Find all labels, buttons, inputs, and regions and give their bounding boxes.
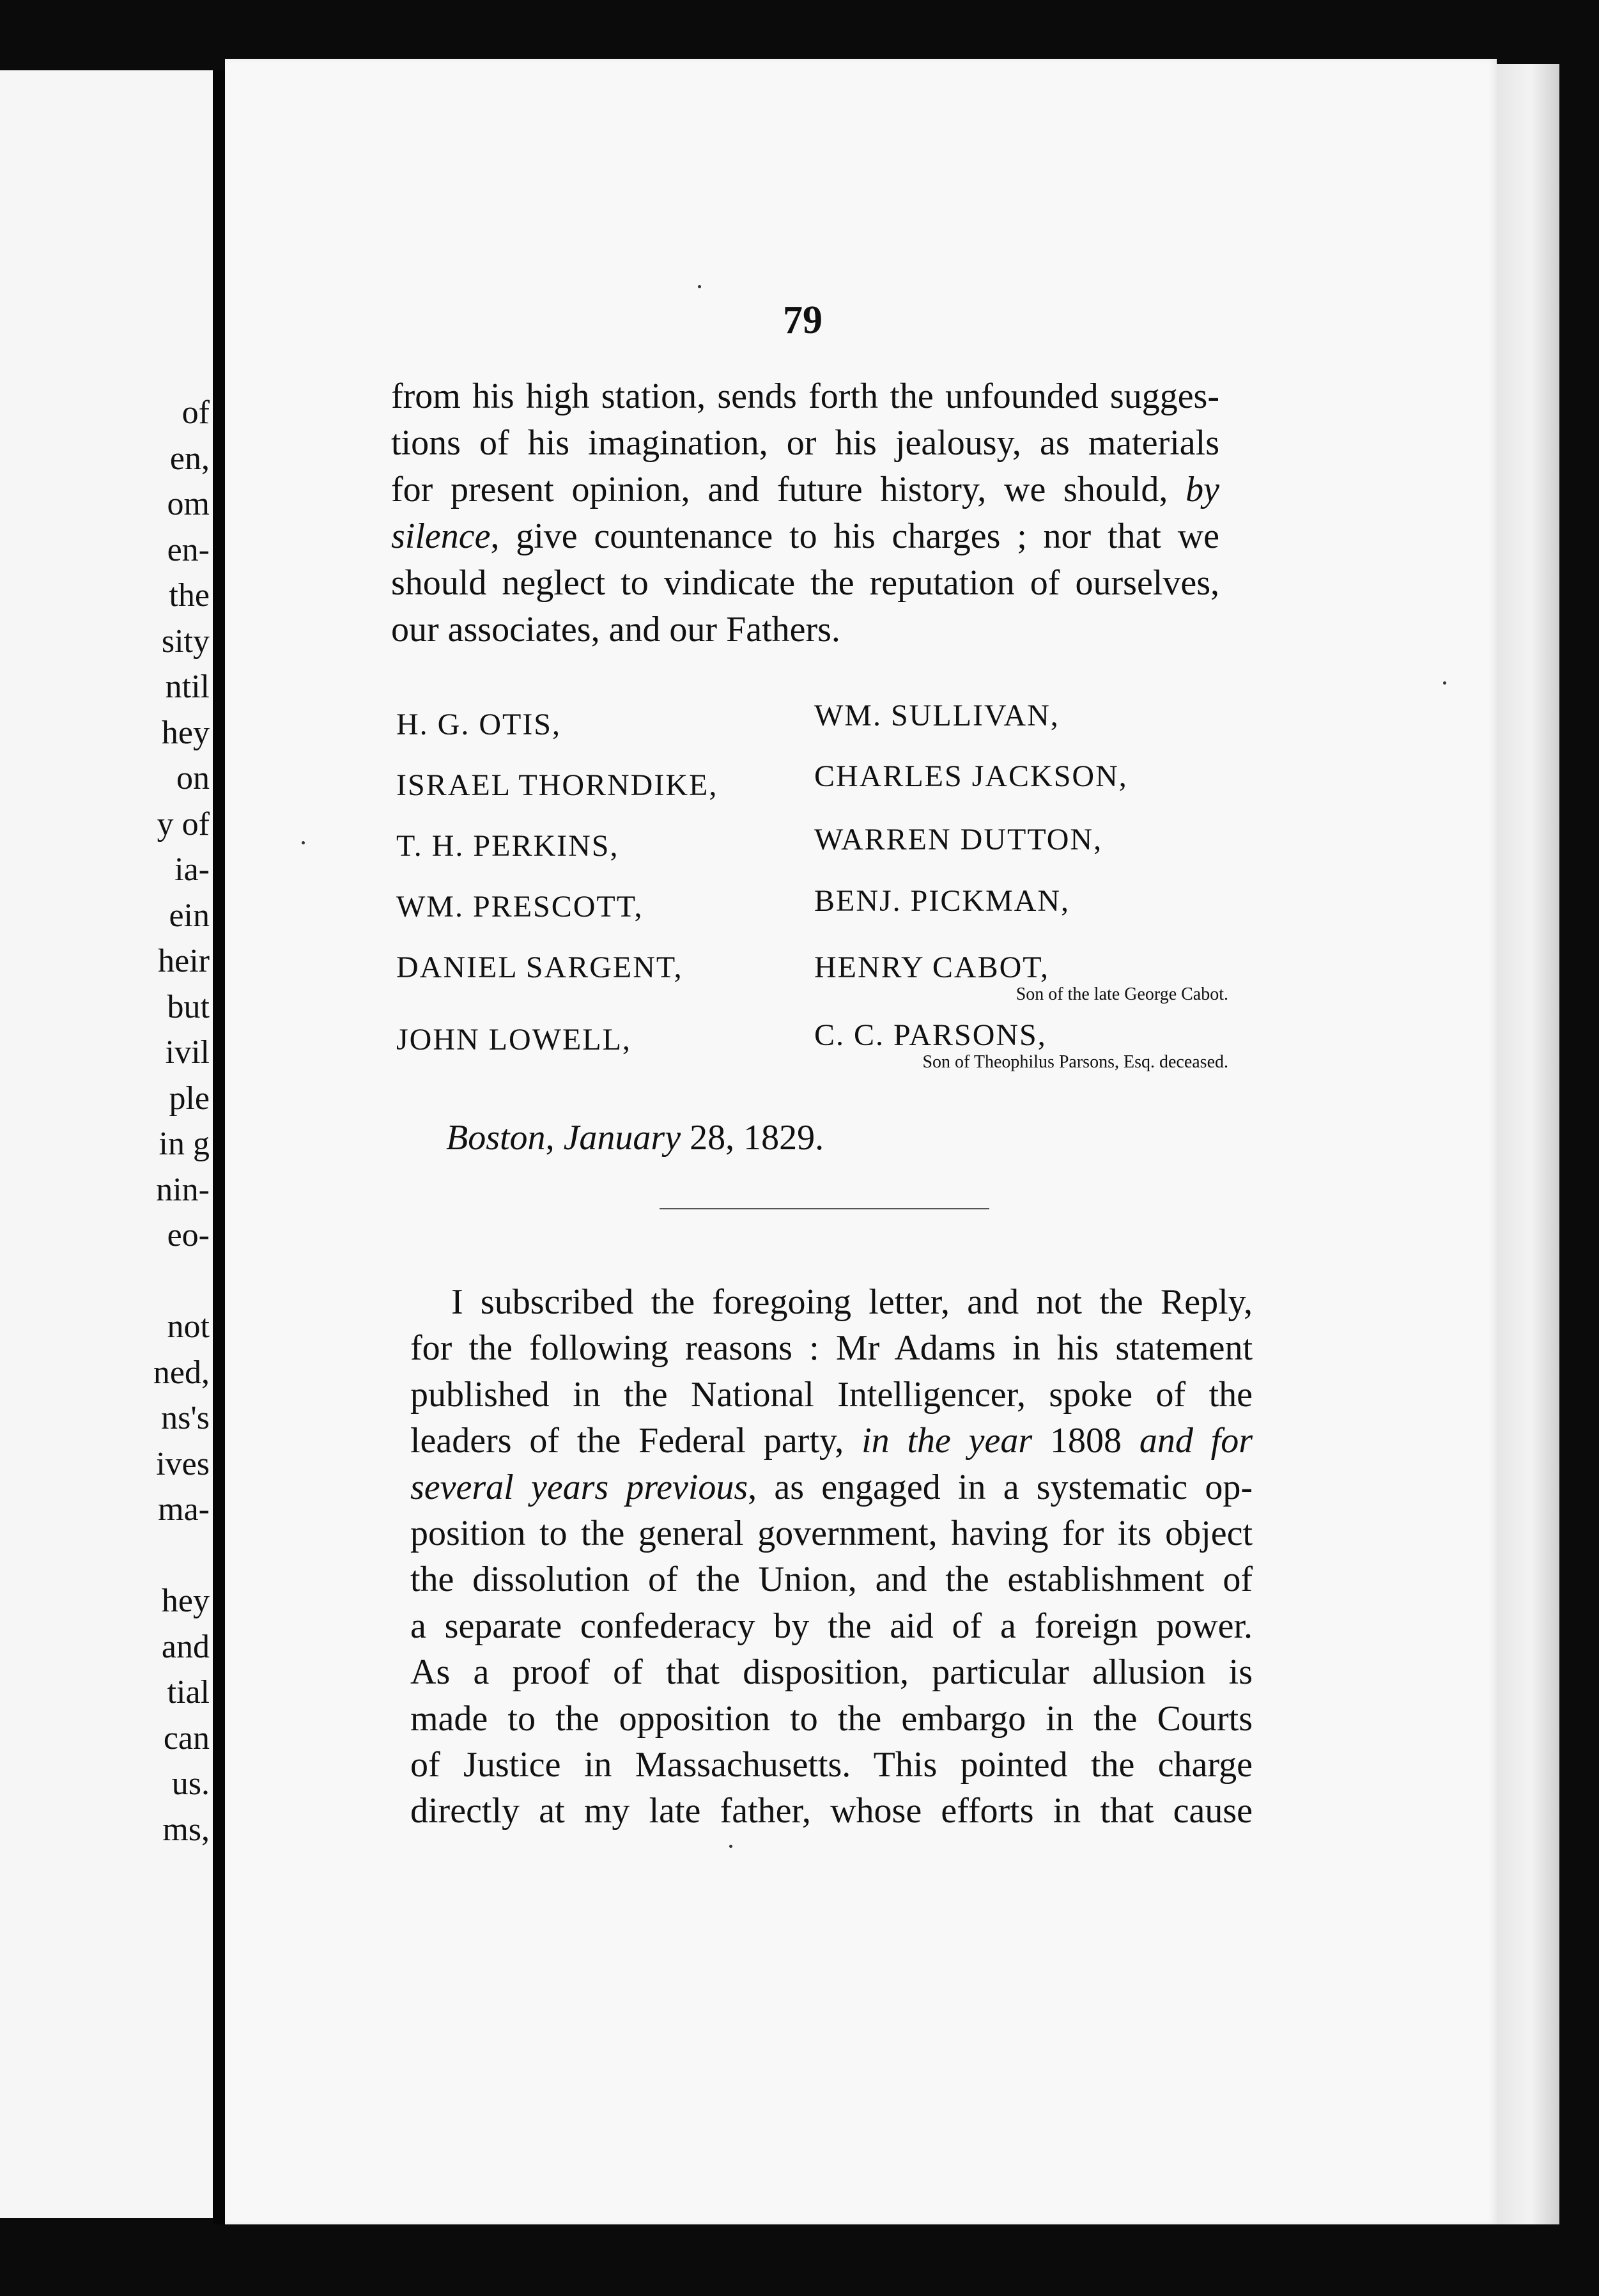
facing-page-fragment: not [167,1308,210,1345]
signatory-name: C. C. PARSONS, [814,1018,1047,1052]
page-number: 79 [783,299,823,342]
facing-page [0,70,215,2218]
facing-page-fragment: ned, [153,1354,210,1391]
facing-page-fragment: sity [161,623,210,660]
facing-page-fragment: ivil [165,1034,210,1071]
statement-line: As a proof of that disposition, particular allusion is [410,1652,1253,1692]
dateline-month: January [563,1118,681,1158]
facing-page-fragment: heir [158,943,210,979]
statement-line: position to the general government, having for its object [410,1514,1253,1553]
facing-page-fragment: and [161,1628,210,1665]
letter-line: from his high station, sends forth the unfounded sugges- [391,376,1219,416]
facing-page-fragment: us. [171,1765,210,1802]
facing-page-fragment: y of [157,805,210,842]
signatory-note: Son of the late George Cabot. [1016,984,1228,1004]
dateline-place: Boston [446,1118,546,1158]
facing-page-fragment: ntil [165,669,210,705]
signatory-name: DANIEL SARGENT, [396,950,683,984]
facing-page-fragment: ma- [158,1491,210,1528]
facing-page-fragment: om [167,486,210,522]
print-speck [698,285,701,288]
letter-line: for present opinion, and future history, we should, by [391,470,1219,509]
statement-line: published in the National Intelligencer, spoke of the [410,1375,1253,1415]
letter-line: our associates, and our Fathers. [391,610,840,649]
facing-page-fragment: ives [156,1445,210,1482]
facing-page-fragment: en- [167,531,210,568]
facing-page-fragment: nin- [156,1171,210,1208]
statement-line: several years previous, as engaged in a systematic op- [410,1468,1253,1507]
statement-line: a separate confederacy by the aid of a foreign power. [410,1606,1253,1646]
facing-page-fragment: of [182,394,210,431]
facing-page-fragment: hey [161,714,210,751]
letter-line: tions of his imagination, or his jealousy, as materials [391,423,1219,463]
signatory-name: WARREN DUTTON, [814,823,1103,857]
signatory-name: HENRY CABOT, [814,950,1050,984]
print-speck [1443,681,1446,685]
facing-page-fragment: ns's [161,1400,210,1436]
facing-page-fragment: the [169,577,210,614]
facing-page-fragment: ms, [162,1811,210,1848]
dateline: Boston, January 28, 1829. [446,1118,824,1158]
print-speck [729,1845,732,1848]
facing-page-fragment: ple [169,1080,210,1117]
facing-page-fragment: on [176,760,210,796]
facing-page-fragment: in g [158,1126,210,1162]
facing-page-fragment: en, [169,440,210,477]
signatory-name: ISRAEL THORNDIKE, [396,768,718,802]
statement-line: leaders of the Federal party, in the year 1808 and for [410,1421,1253,1461]
facing-page-fragment: can [163,1719,210,1757]
signatory-name: T. H. PERKINS, [396,829,619,863]
facing-page-fragment: but [167,988,210,1025]
facing-page-fragment: tial [167,1674,210,1710]
letter-line: silence, give countenance to his charges ; nor that we [391,516,1219,556]
statement-line: of Justice in Massachusetts. This pointed the charge [410,1745,1253,1785]
signatory-name: WM. PRESCOTT, [396,890,644,924]
letter-line: should neglect to vindicate the reputation of ourselves, [391,563,1219,603]
signatory-name: CHARLES JACKSON, [814,759,1128,793]
statement-line: directly at my late father, whose efforts in that cause [410,1791,1253,1831]
signatory-name: JOHN LOWELL, [396,1023,631,1057]
facing-page-fragment: ia- [174,851,210,888]
section-rule [660,1208,989,1209]
facing-page-fragment: hey [161,1583,210,1619]
signatory-name: BENJ. PICKMAN, [814,884,1070,918]
statement-line: made to the opposition to the embargo in the Courts [410,1699,1253,1739]
print-speck [302,841,305,844]
statement-line: the dissolution of the Union, and the establishment of [410,1560,1253,1599]
signatory-name: WM. SULLIVAN, [814,699,1060,733]
facing-page-fragment: ein [169,897,210,934]
signatory-name: H. G. OTIS, [396,708,561,741]
dateline-rest: 28, 1829. [681,1118,824,1158]
facing-page-fragment: eo- [167,1217,210,1253]
statement-line: for the following reasons : Mr Adams in his statement [410,1328,1253,1368]
signatory-note: Son of Theophilus Parsons, Esq. deceased. [922,1052,1228,1072]
statement-line: I subscribed the foregoing letter, and not the Reply, [451,1282,1253,1322]
